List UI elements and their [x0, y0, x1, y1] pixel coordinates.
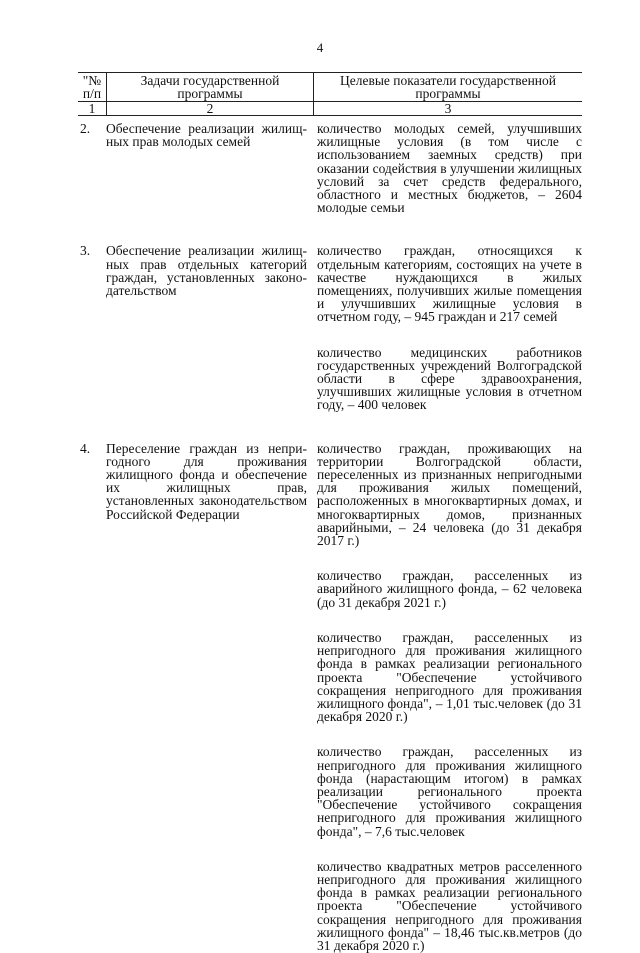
targets-cell	[313, 442, 582, 953]
targets-cell	[313, 122, 582, 214]
column-numbers-row	[78, 102, 582, 116]
header-targets: Целевые показатели государственной программы	[313, 73, 582, 101]
header-num: "№ п/п	[82, 73, 102, 101]
header-tasks: Задачи государственной программы	[106, 73, 313, 101]
task-text: Обеспечение реализации жилищных прав молодых семей	[106, 121, 307, 150]
task-text: Обеспечение реализации жилищных прав отдельных категорий граждан, установленных законодательством	[106, 243, 307, 299]
targets-cell	[313, 244, 582, 411]
task-text: Переселение граждан из непригодного для проживания жилищного фонда и обеспечение их жилищных прав, установленных законодательством Российской Федерации	[106, 440, 307, 522]
page-number: 4	[316, 40, 324, 55]
target-indicator: количество квадратных метров расселенного непригодного для проживания жилищного фонда в рамках реализации регионального проекта "Обеспечение устойчивого сокращения непригодного для проживания жилищного фонда" – 18,46 тыс.кв.метров (до 31 декабря 2020 г.)	[317, 858, 582, 953]
table-header	[78, 72, 582, 102]
table-row	[78, 244, 582, 411]
target-indicator: количество граждан, расселенных из непригодного для проживания жилищного фонда в рамках реализации регионального проекта "Обеспечение устойчивого сокращения непригодного для проживания жилищного фонда", – 1,01 тыс.человек (до 31 декабря 2020 г.)	[317, 629, 582, 725]
column-number: 2	[106, 102, 313, 115]
target-indicator: количество граждан, расселенных из аварийного жилищного фонда, – 62 человека (до 31 декабря 2021 г.)	[317, 568, 582, 610]
table-row	[78, 122, 582, 214]
column-number: 3	[313, 102, 582, 115]
row-number: 3.	[80, 243, 91, 259]
target-indicator: количество молодых семей, улучшивших жилищные условия (в том числе с использованием заемных средств) при оказании содействия в улучшении жилищных условий за счет средств федерального, областного и местных бюджетов, – 2604 молодые семьи	[317, 121, 582, 216]
target-indicator: количество граждан, расселенных из непригодного для проживания жилищного фонда (нарастающим итогом) в рамках реализации регионального проекта "Обеспечение устойчивого сокращения непригодного для проживания жилищного фонда", – 7,6 тыс.человек	[317, 744, 582, 839]
target-indicator: количество граждан, проживающих на территории Волгоградской области, переселенных из признанных непригодными для проживания жилых помещений, расположенных в многоквартирных домах, и многоквартирных домов, признанных аварийными, – 24 человека (до 31 декабря 2017 г.)	[317, 440, 582, 549]
target-indicator: количество граждан, относящихся к отдельным категориям, состоящих на учете в качестве нуждающихся в жилых помещениях, получивших жилые помещения и улучшивших жилищные условия в отчетном году, – 945 граждан и 217 семей	[317, 243, 582, 325]
row-number: 4.	[80, 440, 91, 456]
column-number: 1	[88, 101, 96, 116]
table-row	[78, 442, 582, 953]
row-number: 2.	[80, 121, 91, 136]
target-indicator: количество медицинских работников государственных учреждений Волгоградской области в сфере здравоохранения, улучшивших жилищные условия в отчетном году, – 400 человек	[317, 344, 582, 413]
program-table	[78, 72, 582, 952]
